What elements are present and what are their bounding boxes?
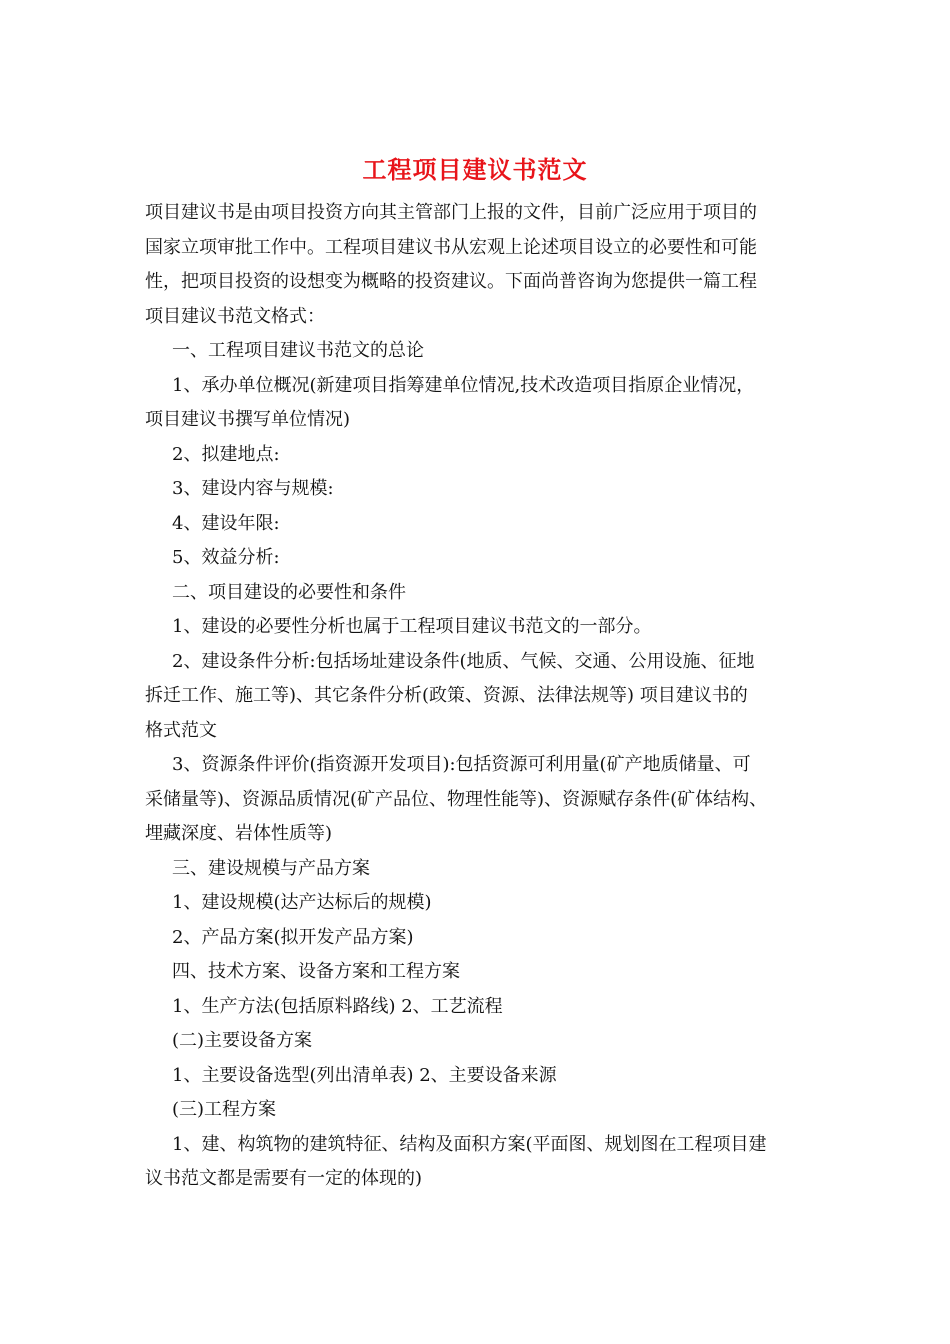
body-line: 四、技术方案、设备方案和工程方案 [172, 961, 460, 982]
body-line: 3、建设内容与规模: [172, 478, 334, 499]
document-title: 工程项目建议书范文 [362, 156, 588, 184]
body-line: 2、拟建地点: [172, 443, 280, 465]
document-body [145, 196, 815, 1197]
body-line: 1、生产方法(包括原料路线) 2、工艺流程 [172, 995, 503, 1017]
body-line: 4、建设年限: [172, 512, 280, 534]
body-line: 2、建设条件分析:包括场址建设条件(地质、气候、交通、公用设施、征地 [172, 650, 755, 672]
body-line: 国家立项审批工作中。工程项目建议书从宏观上论述项目设立的必要性和可能 [145, 236, 757, 258]
body-line: 3、资源条件评价(指资源开发项目):包括资源可利用量(矿产地质储量、可 [172, 754, 751, 775]
body-line: 项目建议书范文格式： [145, 305, 325, 327]
body-line: 性，把项目投资的设想变为概略的投资建议。下面尚普咨询为您提供一篇工程 [145, 271, 757, 292]
body-line: 1、建设的必要性分析也属于工程项目建议书范文的一部分。 [172, 616, 652, 637]
body-line: 1、承办单位概况(新建项目指筹建单位情况,技术改造项目指原企业情况， [172, 374, 755, 396]
body-line: 三、建设规模与产品方案 [172, 857, 370, 879]
body-line: 埋藏深度、岩体性质等) [145, 823, 333, 844]
body-line: 1、建设规模(达产达标后的规模) [172, 892, 432, 913]
body-line: 项目建议书撰写单位情况) [145, 409, 351, 430]
body-line: 2、产品方案(拟开发产品方案) [172, 926, 414, 948]
body-line: 1、主要设备选型(列出清单表) 2、主要设备来源 [172, 1064, 557, 1086]
body-line: 采储量等)、资源品质情况(矿产品位、物理性能等)、资源赋存条件(矿体结构、 [145, 788, 768, 810]
body-line: 议书范文都是需要有一定的体现的) [145, 1168, 423, 1189]
body-line: 格式范文 [145, 719, 217, 741]
body-line: 一、工程项目建议书范文的总论 [172, 340, 424, 361]
body-line: 项目建议书是由项目投资方向其主管部门上报的文件，目前广泛应用于项目的 [145, 202, 757, 223]
body-line: 5、效益分析: [172, 547, 280, 568]
body-line: (三)工程方案 [172, 1099, 277, 1120]
body-line: (二)主要设备方案 [172, 1030, 313, 1051]
body-line: 1、建、构筑物的建筑特征、结构及面积方案(平面图、规划图在工程项目建 [172, 1133, 767, 1155]
body-line: 拆迁工作、施工等)、其它条件分析(政策、资源、法律法规等) 项目建议书的 [145, 685, 748, 706]
body-line: 二、项目建设的必要性和条件 [172, 581, 406, 603]
